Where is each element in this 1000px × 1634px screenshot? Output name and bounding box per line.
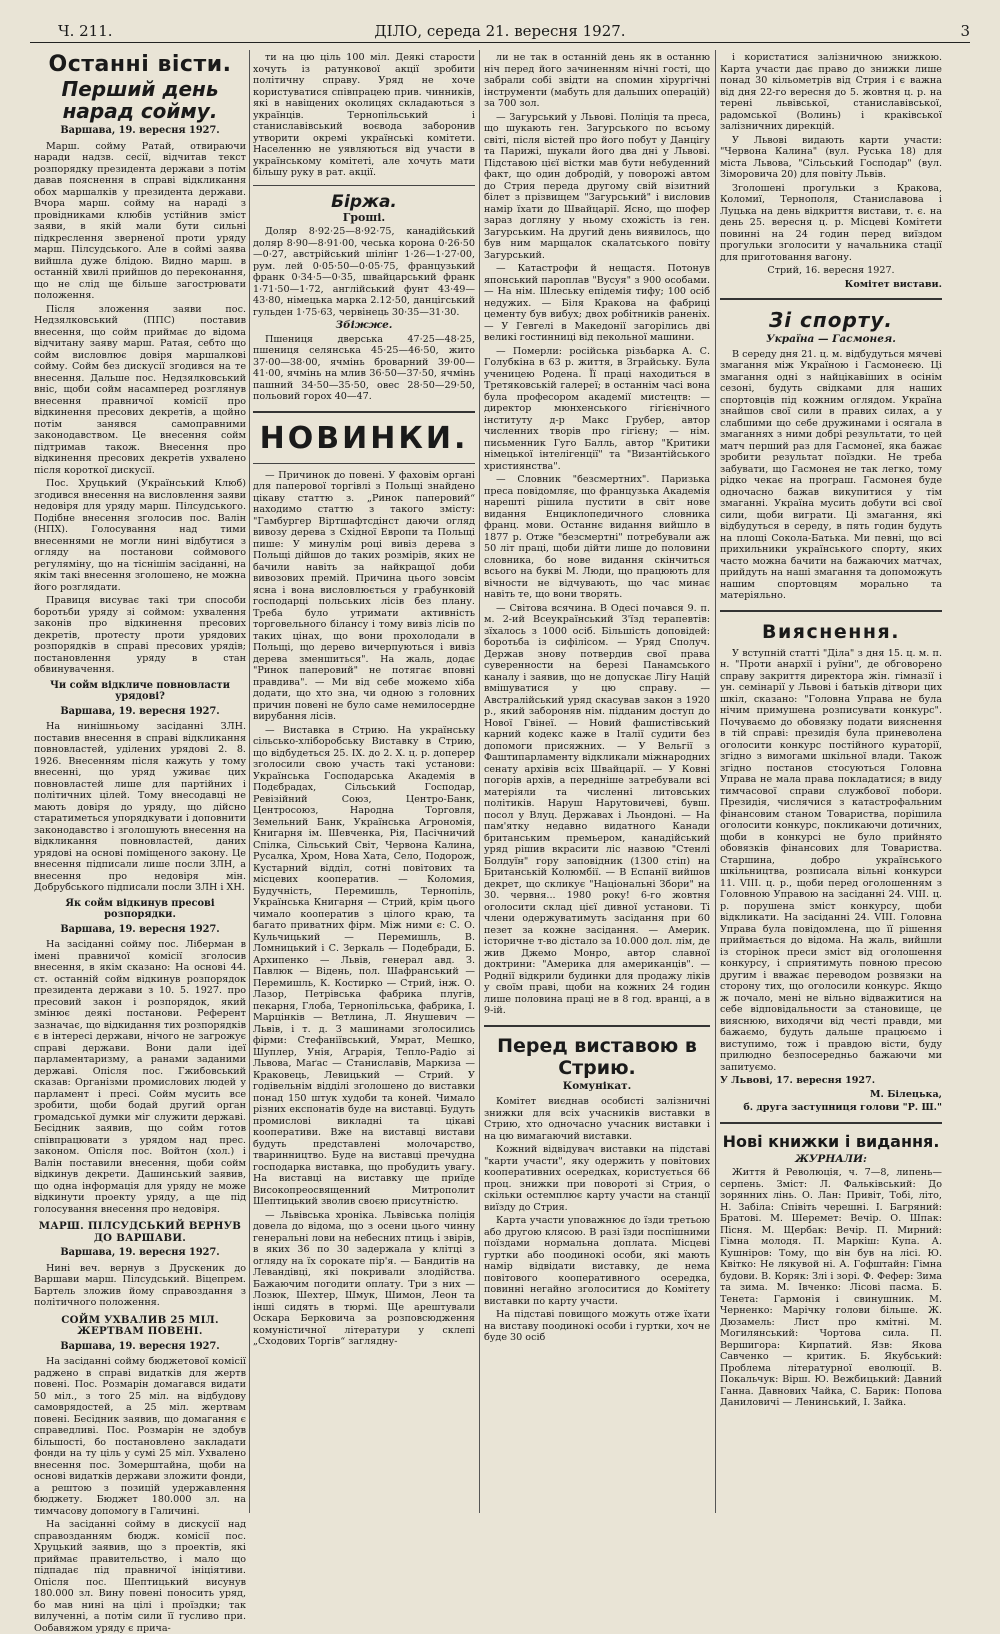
article-paragraph: і користатися залізничною знижкою. Карта участи дає право до знижки лише понад 30 кільометрів від Стрия і є важна від дня 22-го вересня до 5. жовтня ц. р. на терені львівської, станиславівської, радомської (Волинь) і краківської залізничних дирекцій. <box>720 52 942 132</box>
article-paragraph: Комітет виєднав особисті залізничні знижки для всіх учасників виставки в Стрию, хто одночасно учасник виставки і на цю вимагаючий виставки. <box>484 1096 710 1142</box>
article-paragraph: На засіданні сойму пос. Ліберман в імені правничої комісії зголосив внесення, в якім сказано: На основі 44. ст. останній сойм відкинув розпорядок президента держави з 10. 5. 1927. про пресовий закон і розпорядок, який змінює деякі постанови. Референт зазначає, що відкидання тих розпорядків є в інтересі держави, нічого не загрожує справі держави. Вони дали ідеї парламентаризму, а ранами заданими державі. Опісля пос. Гжибовський сказав: Організми промислових людей у парламент і пресі. Сойм мусить все зробити, щоби бодай другий орган громадської думки міг служити державі. Бесідник заявив, що сойм готов співпрацювати з урядом над прес. законом. Опісля пос. Войтон (хол.) і Валін поставили внесення, щоби сойм відкинув декрети. Дашинський заявив, що одна інформація для уряду не може відкинути проекту уряду, а ще під голосування внесення про недовіря. <box>34 939 246 1215</box>
article-paragraph: На засіданні сойму бюджетової комісії раджено в справі видатків для жертв повені. Пос. Розмарін домагався видати 50 міл., з того 25 міл. на відбудову самоврядостей, а 25 міл. жертвам повені. Бесідник заявив, що домагання є справедливі. Пос. Розмарін не здобув більшості, бо постановлено закладати фонди на ту ціль у сумі 25 міл. Ухвалено внесення пос. Зомерштайна, щоби на основі видатків держави зложити фонди, а рештою з позицій удержавлення бюджету. Бюджет 180.000 зл. на тимчасову допомогу в Галичині. <box>34 1356 246 1517</box>
article-paragraph: Після зложення заяви пос. Недзялковський (ППС) поставив внесення, що сойм приймає до відома відчитану заяву марш. Ратая, себто що сойм висловлює довіря маршалкові сойму. Сойм без дискусії згодився на те внесення. Дальше пос. Недзялковський вніс, щоби сойм насамперед розглянув внесення правничої комісії про відкинення пресових декретів, а щойно потім занявся самоправними законодавством. Це внесення сойм підтримав також. Внесення про відкинення пресових декретів ухвалено після короткої дискусії. <box>34 303 246 476</box>
article-paragraph: У вступній статті "Діла" з дня 15. ц. м. п. н. "Проти анархії і руїни", де обговорено справу закриття директора жін. гімназії і ун. семінарії у Львові і батьків дітвори цих шкіл, сказано: "Головна Управа не була нічим примушена розписувати конкурс". Почуваємо до обовязку подати вияснення в тій справі: президія була приневолена оголосити конкурс постійного кураторії, згідно з вимогами шкільної влади. Також згідно постанов стосуються Головна Управа не мала права покладатися; в виду тимчасової справи службової побори. Президія, числячися з катастрофальним фінансовим станом Товариства, порішила оголосити конкурс, покликаючи дотичних, щоби в конкурсі не було прийнято обовязків фінансових для Товариства. Старшина, добро українського шкільництва, розписала вільні конкурси 11. VIII. ц. р., щоби перед оголошенням з Головною Управою на засіданні 24. VIII. ц. р. порушена зміст конкурсу, щоби відкликати. На засіданні 24. VIII. Головна Управа була повідомлена, що її рішення приймається до відома. На жаль, вийшли із сторінок преси зміст від оголошення конкурсу, і сприятимуть повною пресою другим і вважає переводом розвязки на сторону тих, що оголосили конкурс. Якщо ж почало, мені не вільно відважитися на себе відповідальности за становище, це вияснюю, виходячи від честі правди, ми бажаємо, будуть дальше працюємо і виступимо, тож і правдою вісти, буду прилюдно безпосередньо бажаючи ми запитуємо. <box>720 647 942 1073</box>
signature-date: Стрий, 16. вересня 1927. <box>767 265 895 276</box>
exchange-heading: Біржа. <box>331 191 397 212</box>
dateline: Варшава, 19. вересня 1927. <box>60 1247 220 1258</box>
column-3 <box>484 52 710 1517</box>
article-paragraph: Зголошені прогульки з Кракова, Коломиї, Тернополя, Станиславова і Луцька на день відкриття вистави, т. є. на день 25. вересня ц. р. Місцеві Комітети повинні на 24 годин перед виїздом прогульки зголосити у начальника стації для приготовання вагону. <box>720 182 942 263</box>
column-divider <box>249 50 250 1513</box>
before-exhibition-heading: Перед виставою в Стрию. <box>497 1034 697 1079</box>
article-paragraph: На підставі повищого можуть отже їхати на виставу поодинокі особи і гуртки, хоч не буде 30 осіб <box>484 1309 710 1343</box>
article-paragraph: Кожний відвідувач виставки на підставі "карти участи", яку одержить у повітових кооперативних осередках, користується 66 проц. знижки при повороті зі Стрия, о скільки остемплює карту участи на станції виїзду до Стрия. <box>484 1144 710 1213</box>
dateline: Варшава, 19. вересня 1927. <box>60 1340 220 1352</box>
section-rule <box>720 610 942 612</box>
news-item: — Львівська хроніка. Львівська поліція довела до відома, що з осени цього чинну генеральні лови на небесних птиць і звірів, в яких 36 по 30 задержала у клітці з огляду на їх сорокате пір'я. — Бандитів на Левандівці, які покривали злодійства. Бажаючим погодити оплату. Три з них — Лозюк, Шехтер, Шмук, Шимон, Леон та інші сидять в тюрмі. Ще арештували Оскара Берковича за розповсюдження комуністичної літератури у склепі „Сходових Торгів“ заглядну- <box>253 1209 475 1347</box>
first-day-headline: Перший день нарад сойму. <box>61 77 219 123</box>
section-subheading: Чи сойм відкличе повновласти урядові? <box>49 679 230 702</box>
column-1 <box>34 52 246 1634</box>
section-subheading: СОЙМ УХВАЛИВ 25 МІЛ. ЖЕРТВАМ ПОВЕНІ. <box>61 1313 219 1337</box>
article-paragraph: ти на цю ціль 100 міл. Деякі старости хочуть із ратункової акції зробити політичну справу. Уряд не хоче користуватися співпрацею прив. чинників, які в навіщених околицях складаються з українців. Тернопільський і станиславівський воєвода заборонив утворити окремі українські комітети. Населенню не уявляються від участи в українському комітеті, але хочуть мати більшу руку в рат. акції. <box>253 52 475 178</box>
article-paragraph: Пос. Хруцький (Український Клюб) згодився внесення на висловлення заяви недовіря для уряду марш. Пілсудського. Подібне внесення зголосив пос. Валін (НПХ). Голосування над тими внесеннями не могли нині відбутися з огляду на постанови соймового регуляміну, що на тіснішім засіданні, на якім такі внесення зголошено, не можна його розглядати. <box>34 478 246 593</box>
section-rule <box>253 185 475 186</box>
article-paragraph: На засіданні сойму в дискусії над справозданням бюдж. комісії пос. Хруцький заявив, що з проектів, які приймає правительство, і мало що підпадає під правничої ініціятиви. Опісля пос. Шептицький висунув 180.000 зл. Вину повені поносить уряд, бо мав нині на цілі і проїздки; так вилученні, а потім сили її гусливо при. Ообавяжом уряду є прича- <box>34 1519 246 1634</box>
article-paragraph: На нинішньому засіданні ЗЛН. поставив внесення в справі відкликання повновластей, уділених урядові 2. 8. 1926. Внесенням після кажуть у тому внесенні, що уряд уживає цих повновластей лише для партійних і політичних цілей. Тому внесодавці не мають довіря до уряду, що дійсно старатиметься упорядкувати і доповнити законодавство і зголошують внесення на відкликання повновластей, даних урядові на основі поміщеного закону. Це внесення підписали лише посли ЗЛН, а внесення про недовіря мін. Добрубського підписали посли ЗЛН і ХН. <box>34 721 246 893</box>
section-subheading: Як сойм відкинув пресові розпорядки. <box>65 897 215 920</box>
news-item: — Причинок до повені. У фаховім органі для паперової торгівлі з Польщі знайдено цікаву статтю з. „Ринок паперовий“ находимо статтю з такого змісту: "Гамбургер Віртшафтсдінст даючи огляд вивозу дерева з Східної Европи та Польщі пише: У минулім році вивіз дерева з Польщі дійшов до таких розмірів, яких не бачили навіть за найкращої доби вивозових премій. Причина цього зовсім ясна і вона висловлюється у грабунковій господарці польських лісів без плану. Треба було утримати активність торговельного білансу і тому вивіз лісів по таких цінах, що вони прохолодали в Польщі, що дерево вичерпуються і вивіз дерева зменшиться". На жаль, додає "Ринок паперовий" не потягає вповні правдива". — Ми від себе можемо хіба додати, що хто зна, чи одною з головних причин повені не було саме немилосердне вирубання лісів. <box>253 469 475 722</box>
section-rule <box>253 411 475 413</box>
page-number: 3 <box>960 22 970 40</box>
signature-date: У Львові, 17. вересня 1927. <box>720 1075 876 1086</box>
section-rule <box>484 1025 710 1027</box>
article-paragraph: Марш. сойму Ратай, отвираючи наради надзв. сесії, відчитав текст розпорядку президента держави з потім давав пояснення в справі відкликання обох маршалків у президента держави. Вчора марш. сойму на нараді з провідниками клюбів устійнив зміст заяви, в якій мали бути сильні підкреслення зверненої проти уряду марш. Пілсудського. Але в соймі заява вийшла дуже блідою. Видно марш. в останній хвилі прийшов до переконання, що не слід ще більше загострювати положення. <box>34 140 246 301</box>
signature-role: б. друга заступниця голови "Р. Ш." <box>743 1102 942 1113</box>
column-divider <box>715 50 716 1513</box>
dateline: Варшава, 19. вересня 1927. <box>60 125 220 136</box>
grain-subheading: Збіжже. <box>335 319 393 331</box>
article-paragraph: Карта участи уповажнює до їзди третьою або другою клясою. В разі їзди поспішними поїздами нормальна доплата. Місцеві гуртки або поодинокі особи, які мають намір відвідати виставку, де нема повітового кооперативного осередка, повинні негайно зголоситися до Комітету виставки по карту участи. <box>484 1215 710 1307</box>
article-paragraph: У Львові видають карти участи: "Червона Калина" (вул. Руська 18) для міста Львова, "Сільський Господар" (вул. Зіморовича 20) для повіту Львів. <box>720 134 942 180</box>
masthead-title: ДІЛО, середа 21. вересня 1927. <box>374 22 626 40</box>
match-subheading: Україна — Гасмонея. <box>766 333 896 345</box>
news-item: — Виставка в Стрию. На українську сільсько-хліборобську Виставку в Стрию, що відбудеться 25. IX. до 2. X. ц. р. доперер зголосили свою участь такі установи: Українська Господарська Академія в Подєбрадах, Сільський Господар, Ревізійний Союз, Центро-Банк, Центросоюз, Народна Торговля, Земельний Банк, Українська Агрономія, Книгарня ім. Шевченка, Рія, Пасічничий Спілка, Сільський Світ, Червона Калина, Русалка, Хром, Нова Хата, Село, Подорож, Кустарний відділ, сотні повітових та місцевих кооператив. — Коломия, Будучність, Перемишль, Тернопіль, Українська Книгарня — Стрий, крім цього чимало кооператив з цілого краю, та багато приватних фірм. Між ними є: С. О. Кульчицький — Перемишль, В. Ломницький і С. Зеркаль — Подебради, Б. Архипенко — Львів, генерал авд. З. Павлюк — Відень, пол. Шафранський — Перемишль, К. Костирко — Стрий, інж. О. Лазор, Петрівська фабрика плугів, пекарня, Глоба, Тернопільська, фабрика, І. Марцінків — Ветлина, Л. Янушевич — Львів, і т. д. З машинами зголосились фірми: Стефаніївський, Умрат, Мешко, Шуплер, Унія, Аграрія, Тепло-Радіо зі Львова, Маґас — Станиславів, Маркиза — Краковець, Левицький — Стрий. У годівельнім відділі зголошено до виставки понад 150 штук худоби та коней. Чимало різних експонатів буде на виставці. Будуть промислові викладні та цікаві кооперативи. Вже на виставці вистави будуть представлені молочарство, тваринництво. Буде на виставці пречудна господарка виставка, що пробудить увагу. На виставці на виставку ще приїде Високопреосвященний Митрополит Шептицький зволив своєю присутністю. <box>253 724 475 1207</box>
signature-name: М. Білецька, <box>869 1088 942 1100</box>
section-rule <box>253 463 475 464</box>
news-item: — Словник "безсмертних". Паризька преса повідомляє, що французька Академія нарешті рішила пустити в світ нове видання Енциклопедичного словника франц. мови. Останнє видання вийшло в 1877 р. Отже "безсмертні" потребували аж 50 літ праці, щоби дійти лише до половини словника, бо нове видання скінчиться всього на букві М. Люди, що працюють для вічности не відчувають, що час минає навіть те, що вони творять. <box>484 474 710 600</box>
news-item: ли не так в останній день як в останню ніч перед його зачиненням нічні гості, що забрали собі звідти на спомин хірургічні інструменти (мабуть для дальших операцій) за 700 зол. <box>484 52 710 109</box>
money-rates: Доляр 8·92·25—8·92·75, канадійський доляр 8·90—8·91·00, чеська корона 0·26·50—0·27, австрійський шілінг 1·26—1·27·00, рум. лей 0·05·50—0·05·75, французький франк 0·34·5—0·35, швайцарський франк 1·71·50—1·72, англійський фунт 43·49—43·80, німецька марка 2.12·50, данцігський гульден 1·75·63, червінець 30·35—31·30. <box>253 226 475 318</box>
section-rule <box>720 1122 942 1124</box>
journals-subheading: ЖУРНАЛИ: <box>795 1152 867 1165</box>
latest-news-headline: Останні вісти. <box>48 52 232 77</box>
masthead <box>30 20 970 43</box>
communique-subheading: Комунікат. <box>562 1079 632 1092</box>
new-books-heading: Нові книжки і видання. <box>722 1131 940 1151</box>
column-2 <box>253 52 475 1517</box>
column-divider <box>479 50 480 1513</box>
news-item: — Катастрофи й нещастя. Потонув японський пароплав "Вусуя" з 900 особами. — На нім. Шлеську епідемія тифу; 100 осіб недужих. — Біля Кракова на фабриці цементу був вибух; двох робітників раненіх. — У Гевгелі в Македонії загорілись дві великі гостинниці від пекольної машини. <box>484 263 710 343</box>
column-4 <box>720 52 942 1517</box>
sport-heading: Зі спорту. <box>769 308 893 332</box>
news-item: — Світова всячина. В Одесі почався 9. п. м. 2-ий Всеукраїнський З'їзд терапевтів: зїхалось з 1000 осіб. Більшість доповідей: боротьба із сифілісом. — Уряд Сполуч. Держав знову потвердив свої права суверенности на березі Панамського каналу і заявив, що не допускає Лігу Націй вмішуватися у цю справу. — Австралійський уряд скасував закон з 1920 р., який забороняв нім. підданим доступ до Нової Гвінеї. — Новий фашистівський карний кодекс каже в Італії судити без допомоги присяжних. — У Вельгії з Фаштипарламенту відкликали міжнародних сенату архівів всіх Швайцарії. — У Ковні погорів архів, а передніше затребували всі матеріяли та численні литовських політиків. Наруш Нарутовичеві, бувш. посол у Влуц. Державах і Льондоні. — На пам'ятку недавно видатного Канади британським премьером, канадійський уряд рішив вкрасити ліс назвою "Стенлі Болдуїн" гору заповідник (1300 стіп) на Британській Колюмбії. — В Еспанії вийшов декрет, що скликує "Національні Збори" на 30. червня... 1980 року! 6-го жовтня оголосити склад цієї дивної установи. Ті члени одержуватимуть засідання при 60 пезет за кожне засідання. — Америк. історичне т-во дістало за 10.000 дол. лім, де жив Джемо Монро, автор славної доктрини: "Америка для американців". — Роднії відкрили будинки для продажу ліків у своїм праві, щоби на кожних 24 годин лише половина праці не в 8 год. вранці, а в 9-ій. <box>484 602 710 1016</box>
article-paragraph: В середу дня 21. ц. м. відбудуться мячеві змагання між Україною і Гасмонеєю. Ці змагання одні з найцікавіших в осінім сезоні, будуть свідками для наших спортовців під кожним оглядом. Україна знайшов свої сили в правих силах, а у слабшими що себе дружинами і осягала в змаганнях з ними добрі результати, то цей матч перший раз для Гасмонеї, яка бажає зробити результат поїздки. Не треба забувати, що Гасмонея не так легко, тому рідко чекає на програш. Гасмонея буде одночасно бажав викупитися у тім змаганні. Україна мусить добути всі свої сили, щоби виграти. Ці змагання, які відбудуться в середу, в пять годин будуть на площі Сокола-Батька. Ми певні, що всі прихильники українського спорту, яких часто можна бачити на бажаючих матчах, прийдуть на наші змагання та допоможуть нашим спортовцям морально та матеріяльно. <box>720 348 942 601</box>
dateline: Варшава, 19. вересня 1927. <box>60 923 220 935</box>
news-item: — Загурський у Львові. Поліція та преса, що шукають ген. Загурського по всьому світі, після вістей про його побут у Данцігу та Парижі, шукали його два дні у Львові. Підставою цієї вістки мав бути небуденний факт, що один добродій, у поворожі автом до Стрия переда другому свій візитний білет з прізвищем "Загурський" і висловив намір їхати до Швайцарії. Ясно, що шофер зараз догляну у ньому схожість із ген. Загурським. На другий день виявилось, що був ним марщалок скалатського повіту Загурський. <box>484 111 710 261</box>
section-rule <box>720 298 942 300</box>
article-paragraph: Правиця висуває такі три способи боротьби уряду зі соймом: ухвалення законів про відкинення пресових декретів, протесту проти урядових розпорядків в справі пресових урядів; постановлення уряду в стан обвинувачення. <box>34 595 246 675</box>
news-item: — Померли: російська різьбарка А. С. Голубкіна в 63 р. життя, в Зграйську. Була ученицею Родена. Її праці находиться в Третяковській галереї; в останнім часі вона була професором академії мистецтв: — директор мюнхенського гігієнічного інституту д-р Макс Грубер, автор численних творів про гігієну; — нім. письменник Гуго Балль, автор "Критики німецької інтелігенції" та "Византійського християнства". <box>484 345 710 472</box>
dateline: Варшава, 19. вересня 1927. <box>60 705 220 717</box>
article-paragraph: Життя й Революція, ч. 7—8, липень—серпень. Зміст: Л. Фальківський: До зорянних лінь. О. Лан: Привіт, Тобі, літо, Н. Забіла: Співіть черешні. І. Багряний: Братові. М. Шеремет: Вечір. О. Шпак: Пісня. М. Щербак: Вечір. П. Мирний: Гімна молодя. П. Маркіш: Купа. А. Кушніров: Тому, що він був на лісі. Ю. Квітко: Не лякувой ні. А. Гофштайн: Гімна будови. В. Коряк: Злі і зорі. Ф. Фефер: Зима та зима. М. Івченко: Лісові пасма. Б. Тенета: Гармонія і свинушник. М. Черненко: Марічку голови більше. Ж. Дюзамель: Лист про кмітні. М. Могилянський: Чортова сила. П. Вершигора: Кирпатий. Язв: Якова Савченко — критик. Б. Якубський: Проблема літературної еволюції. В. Покальчук: Вірш. Ю. Вежбицький: Давний Ганна. Давнових Чайка, С. Барик: Попова Даниловичі — Ленинський, І. Зайка. <box>720 1167 942 1408</box>
section-subheading: МАРШ. ПІЛСУДСЬКИЙ ВЕРНУВ ДО ВАРШАВИ. <box>38 1220 242 1244</box>
article-paragraph: Нині веч. вернув з Друскеник до Варшави марш. Пілсудський. Віцепрем. Бартель зложив йому справоздання з політичного положення. <box>34 1262 246 1308</box>
news-heading: НОВИНКИ. <box>259 420 469 456</box>
issue-number: Ч. 211. <box>58 22 113 40</box>
grain-prices: Пшениця дверська 47·25—48·25, пшениця селянська 45·25—46·50, жито 37·00—38·00, ячмінь броварний 39·00—41·00, ячмінь на млив 36·50—37·50, ячмінь пашний 34·50—35·50, овес 28·50—29·50, польовий горох 40—47. <box>253 333 475 402</box>
money-subheading: Гроші. <box>342 210 386 224</box>
clarification-heading: Вияснення. <box>762 620 900 643</box>
signature-name: Комітет вистави. <box>844 278 942 290</box>
